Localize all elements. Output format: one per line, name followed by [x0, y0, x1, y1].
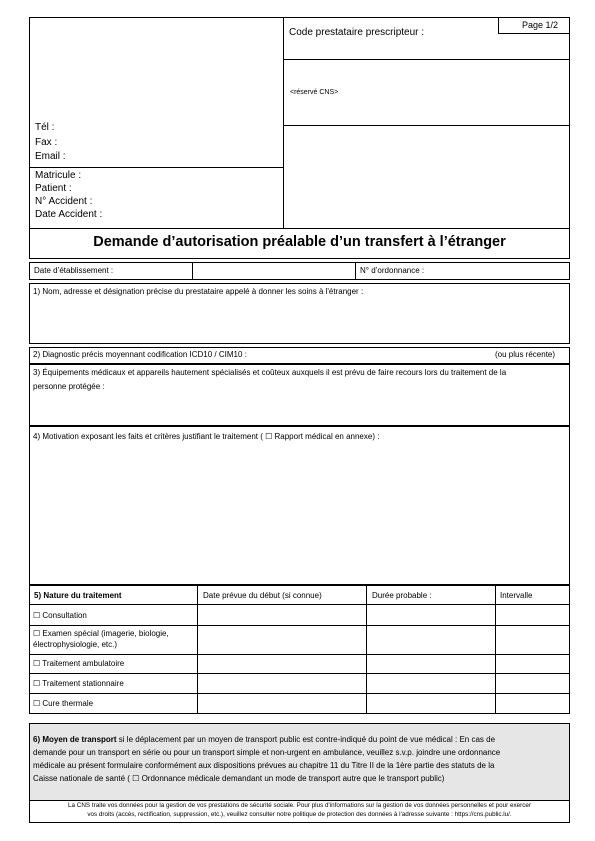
- ambulatory-duration-field[interactable]: [366, 654, 496, 674]
- stationary-interval-field[interactable]: [495, 673, 570, 694]
- page-number: Page 1/2: [522, 20, 559, 30]
- section-2-label: 2) Diagnostic précis moyennant codification ICD10 / CIM10 :: [33, 350, 247, 359]
- transport-line-2: demande pour un transport en série ou pour un transport simple et non-urgent en ambulance, veuillez s.v.p. joindre une ordonnance: [33, 748, 501, 757]
- consultation-duration-field[interactable]: [366, 604, 496, 626]
- footer-line-1: La CNS traite vos données pour la gestion de vos prestations de sécurité sociale. Pour plus d'informations sur la gestion de vos données personnelles et pour exercer: [68, 802, 531, 809]
- patient-label: Patient :: [35, 183, 72, 194]
- special-exam-interval-field[interactable]: [495, 625, 570, 655]
- special-exam-checkbox-label[interactable]: ☐ Examen spécial (imagerie, biologie, électrophysiologie, etc.): [33, 629, 169, 649]
- establishment-date-field[interactable]: [192, 262, 356, 280]
- header-divider-right-1: [283, 59, 570, 60]
- treatment-header-interval: Intervalle: [500, 591, 533, 600]
- section-3-label-line-1: 3) Équipements médicaux et appareils hautement spécialisés et coûteux auxquels il est prévu de faire recours lors du traitement de la: [33, 368, 507, 377]
- transport-line-1: [33, 735, 495, 744]
- prescriber-code-label: Code prestataire prescripteur :: [289, 27, 425, 38]
- thermal-cure-duration-field[interactable]: [366, 693, 496, 714]
- thermal-cure-checkbox-label[interactable]: ☐ Cure thermale: [33, 699, 94, 708]
- special-exam-duration-field[interactable]: [366, 625, 496, 655]
- stationary-checkbox-label[interactable]: ☐ Traitement stationnaire: [33, 679, 124, 688]
- prescription-number-label: N° d’ordonnance :: [360, 266, 425, 275]
- section-4-label: 4) Motivation exposant les faits et critères justifiant le traitement ( ☐ Rapport médical en annexe) :: [33, 432, 380, 441]
- treatment-header-nature: 5) Nature du traitement: [34, 591, 122, 600]
- accident-number-label: N° Accident :: [35, 196, 93, 207]
- consultation-interval-field[interactable]: [495, 604, 570, 626]
- header-divider-right-2: [283, 125, 570, 126]
- ambulatory-start-field[interactable]: [197, 654, 367, 674]
- footer-line-2: vos droits (accès, rectification, suppression, etc.), veuillez consulter notre politique de protection des données à l'adresse suivante : https://cns.public.lu/.: [87, 811, 512, 818]
- transport-line-3: médicale au présent formulaire conformément aux dispositions prévues au chapitre 11 du Titre II de la 1ère partie des statuts de la: [33, 761, 495, 770]
- accident-date-label: Date Accident :: [35, 209, 103, 220]
- transport-heading: 6) Moyen de transport: [33, 735, 117, 744]
- ambulatory-interval-field[interactable]: [495, 654, 570, 674]
- special-exam-start-field[interactable]: [197, 625, 367, 655]
- tel-label: Tél :: [35, 122, 55, 133]
- thermal-cure-interval-field[interactable]: [495, 693, 570, 714]
- stationary-start-field[interactable]: [197, 673, 367, 694]
- section-2-right-label: (ou plus récente): [495, 350, 556, 359]
- consultation-checkbox-label[interactable]: ☐ Consultation: [33, 611, 87, 620]
- section-4-box[interactable]: [29, 426, 570, 585]
- section-1-label: 1) Nom, adresse et désignation précise du prestataire appelé à donner les soins à l'étranger :: [33, 287, 364, 296]
- transport-line-4: Caisse nationale de santé ( ☐ Ordonnance médicale demandant un mode de transport autre que le transport public): [33, 774, 445, 783]
- page-title: Demande d’autorisation préalable d’un transfert à l’étranger: [93, 234, 506, 250]
- section-3-label-line-2: personne protégée :: [33, 382, 105, 391]
- header-divider-left: [29, 167, 284, 168]
- treatment-header-start: Date prévue du début (si connue): [203, 591, 322, 600]
- fax-label: Fax :: [35, 137, 58, 148]
- establishment-date-label: Date d’établissement :: [34, 266, 114, 275]
- ambulatory-checkbox-label[interactable]: ☐ Traitement ambulatoire: [33, 659, 125, 668]
- stationary-duration-field[interactable]: [366, 673, 496, 694]
- matricule-label: Matricule :: [35, 170, 82, 181]
- thermal-cure-start-field[interactable]: [197, 693, 367, 714]
- reserved-cns-label: <réservé CNS>: [290, 89, 339, 96]
- treatment-header-duration: Durée probable :: [372, 591, 432, 600]
- consultation-start-field[interactable]: [197, 604, 367, 626]
- email-label: Email :: [35, 151, 66, 162]
- header-divider-vertical: [283, 17, 284, 229]
- header-block: [29, 17, 570, 229]
- transport-line-1-text: si le déplacement par un moyen de transport public est contre-indiqué du point de vue médical : En cas de: [116, 735, 496, 744]
